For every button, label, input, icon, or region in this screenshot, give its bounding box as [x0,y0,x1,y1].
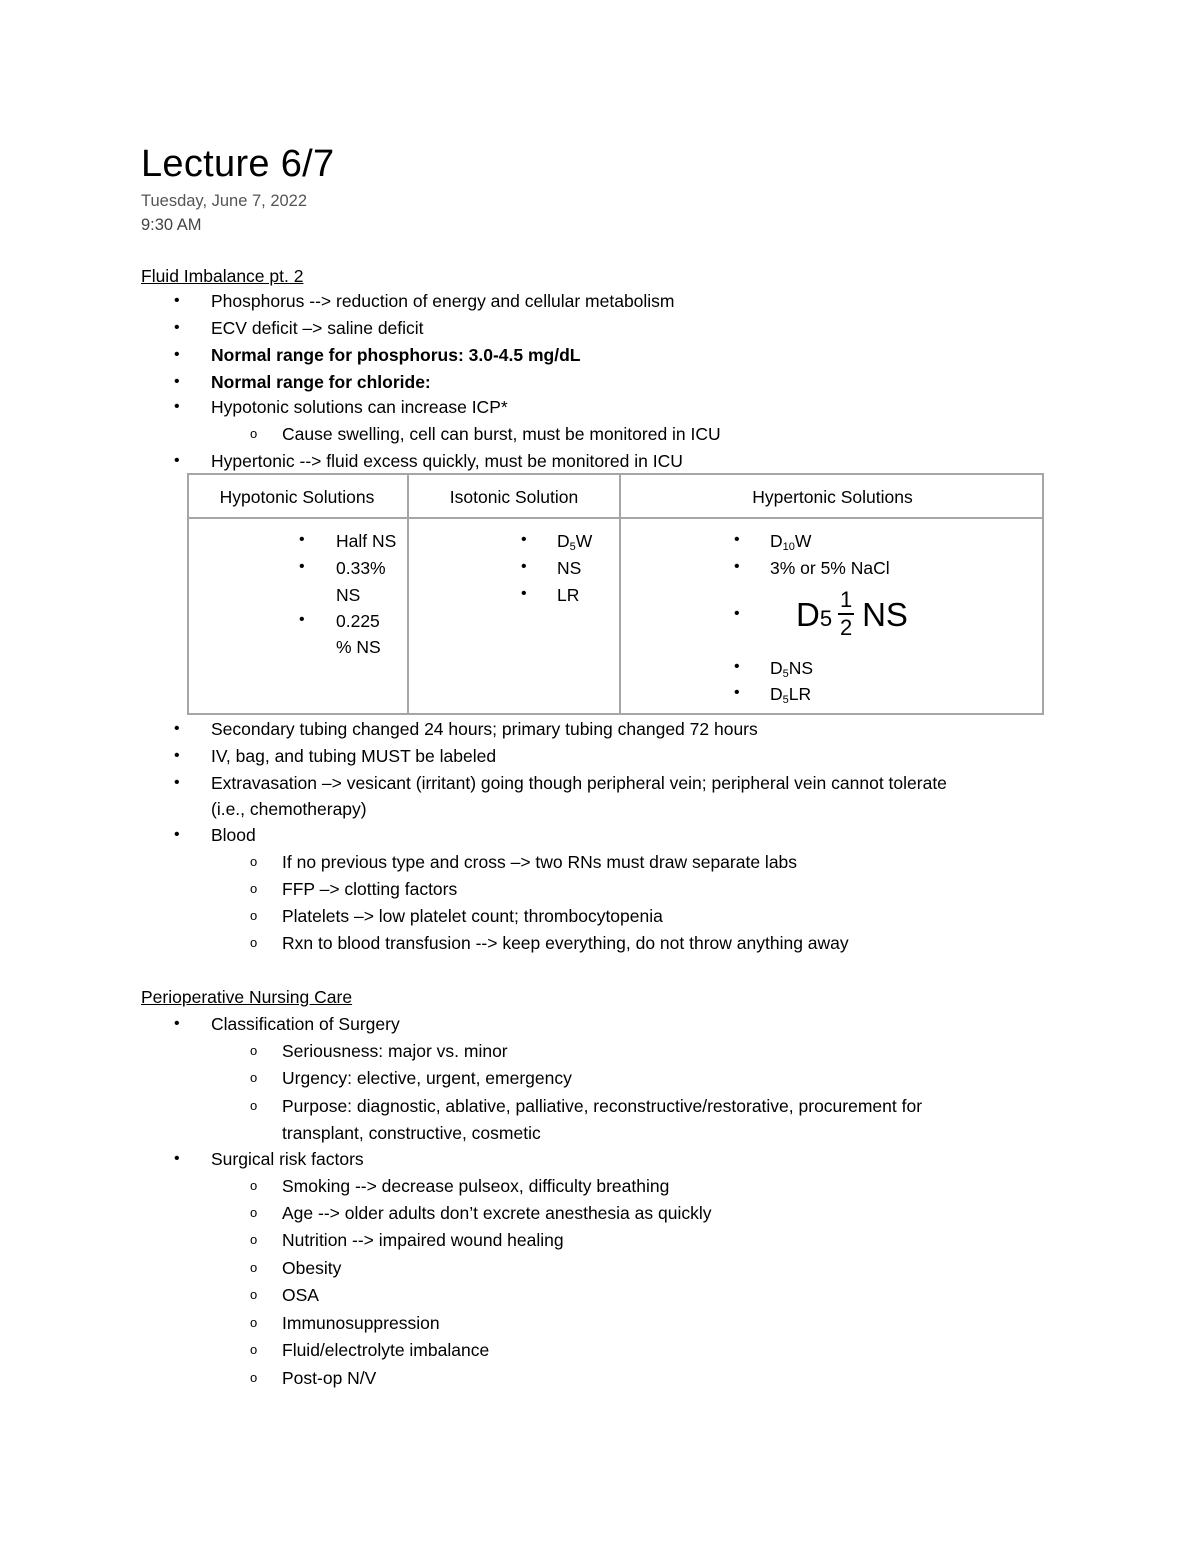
sub-bullet-icon: o [250,1205,258,1220]
sub-list-item: Seriousness: major vs. minor [282,1041,508,1061]
sub-list-item: Immunosuppression [282,1313,440,1333]
bullet-icon: • [734,684,740,701]
formula-d: D [557,531,570,551]
table-header-isotonic: Isotonic Solution [449,487,579,507]
table-cell-item [557,528,592,554]
sub-list-item-continuation: transplant, constructive, cosmetic [282,1123,541,1143]
bullet-icon: • [174,346,180,363]
note-time: 9:30 AM [141,216,202,234]
formula-rest: W [575,531,593,551]
formula-subscript: 5 [819,606,833,631]
sub-bullet-icon: o [250,1178,258,1193]
table-cell-item: NS [557,558,582,578]
sub-list-item: If no previous type and cross –> two RNs must draw separate labs [282,852,798,872]
formula-subscript: 5 [782,668,789,680]
bullet-icon: • [174,398,180,415]
bullet-icon: • [174,1150,180,1167]
formula-rest: W [794,531,812,551]
sub-bullet-icon: o [250,881,258,896]
list-item: Blood [211,825,256,845]
list-item: Hypotonic solutions can increase ICP* [211,397,508,417]
list-item: Phosphorus --> reduction of energy and cellular metabolism [211,291,675,311]
sub-list-item: Purpose: diagnostic, ablative, palliative, reconstructive/restorative, procurement for [282,1096,923,1116]
solutions-table [187,473,1044,715]
sub-list-item: FFP –> clotting factors [282,879,458,899]
formula-d: D [770,658,783,678]
formula-d: D [796,595,820,633]
bullet-icon: • [174,747,180,764]
list-item: Classification of Surgery [211,1014,400,1034]
bullet-icon: • [174,1015,180,1032]
table-header-hypotonic: Hypotonic Solutions [219,487,375,507]
bullet-icon: • [299,611,305,628]
section-heading-fluid-imbalance: Fluid Imbalance pt. 2 [141,266,304,286]
d5-half-ns-formula [796,583,908,645]
bullet-icon: • [299,558,305,575]
table-divider [407,473,409,715]
bullet-icon: • [174,319,180,336]
sub-bullet-icon: o [250,1260,258,1275]
sub-bullet-icon: o [250,1070,258,1085]
list-item: Secondary tubing changed 24 hours; primary tubing changed 72 hours [211,719,758,739]
table-cell-item: 0.33% [336,558,386,578]
formula-d: D [770,684,783,704]
sub-list-item: Fluid/electrolyte imbalance [282,1340,490,1360]
sub-bullet-icon: o [250,1098,258,1113]
list-item: Extravasation –> vesicant (irritant) going though peripheral vein; peripheral vein cannot tolerate [211,773,947,793]
list-item: Surgical risk factors [211,1149,364,1169]
formula-rest: NS [788,658,814,678]
formula-rest: NS [862,595,908,633]
sub-bullet-icon: o [250,1232,258,1247]
table-cell-item: % NS [336,637,381,657]
fraction-numerator: 1 [839,587,853,612]
sub-bullet-icon: o [250,854,258,869]
bullet-icon: • [734,531,740,548]
list-item: Normal range for chloride: [211,372,431,392]
bullet-icon: • [174,720,180,737]
sub-list-item: Urgency: elective, urgent, emergency [282,1068,572,1088]
list-item: Hypertonic --> fluid excess quickly, must be monitored in ICU [211,451,683,471]
sub-bullet-icon: o [250,1287,258,1302]
section-heading-perioperative: Perioperative Nursing Care [141,987,353,1007]
table-header-hypertonic: Hypertonic Solutions [752,487,913,507]
sub-bullet-icon: o [250,935,258,950]
table-divider [619,473,621,715]
fraction [838,589,854,639]
table-cell-item: 0.225 [336,611,380,631]
table-cell-item: 3% or 5% NaCl [770,558,890,578]
table-cell-item [770,655,813,681]
bullet-icon: • [174,774,180,791]
sub-bullet-icon: o [250,1043,258,1058]
sub-list-item: Nutrition --> impaired wound healing [282,1230,564,1250]
table-border [187,473,1044,715]
bullet-icon: • [521,558,527,575]
bullet-icon: • [734,558,740,575]
formula-rest: LR [788,684,812,704]
sub-list-item: Smoking --> decrease pulseox, difficulty breathing [282,1176,670,1196]
bullet-icon: • [734,658,740,675]
sub-bullet-icon: o [250,908,258,923]
table-cell-item [770,681,811,707]
sub-list-item: OSA [282,1285,319,1305]
bullet-icon: • [734,605,740,622]
bullet-icon: • [521,585,527,602]
bullet-icon: • [521,531,527,548]
sub-list-item: Post-op N/V [282,1368,377,1388]
sub-list-item: Age --> older adults don’t excrete anesthesia as quickly [282,1203,712,1223]
list-item: IV, bag, and tubing MUST be labeled [211,746,497,766]
sub-bullet-icon: o [250,426,258,441]
table-header-divider [187,517,1044,519]
bullet-icon: • [299,531,305,548]
formula-subscript: 10 [782,541,795,553]
note-date: Tuesday, June 7, 2022 [141,192,308,210]
fraction-denominator: 2 [839,615,853,640]
formula-d: D [770,531,783,551]
formula-subscript: 5 [782,694,789,706]
table-cell-item: Half NS [336,531,397,551]
table-cell-item: NS [336,585,361,605]
list-item: ECV deficit –> saline deficit [211,318,424,338]
list-item: Normal range for phosphorus: 3.0-4.5 mg/dL [211,345,581,365]
page-title: Lecture 6/7 [141,143,335,185]
sub-bullet-icon: o [250,1342,258,1357]
list-item-continuation: (i.e., chemotherapy) [211,799,367,819]
sub-list-item: Rxn to blood transfusion --> keep everything, do not throw anything away [282,933,849,953]
sub-list-item: Cause swelling, cell can burst, must be monitored in ICU [282,424,721,444]
table-cell-item: LR [557,585,580,605]
sub-bullet-icon: o [250,1315,258,1330]
sub-list-item: Obesity [282,1258,342,1278]
formula-subscript: 5 [569,541,576,553]
bullet-icon: • [174,373,180,390]
sub-bullet-icon: o [250,1370,258,1385]
bullet-icon: • [174,452,180,469]
bullet-icon: • [174,292,180,309]
bullet-icon: • [174,826,180,843]
sub-list-item: Platelets –> low platelet count; thrombocytopenia [282,906,663,926]
table-cell-item [770,528,811,554]
